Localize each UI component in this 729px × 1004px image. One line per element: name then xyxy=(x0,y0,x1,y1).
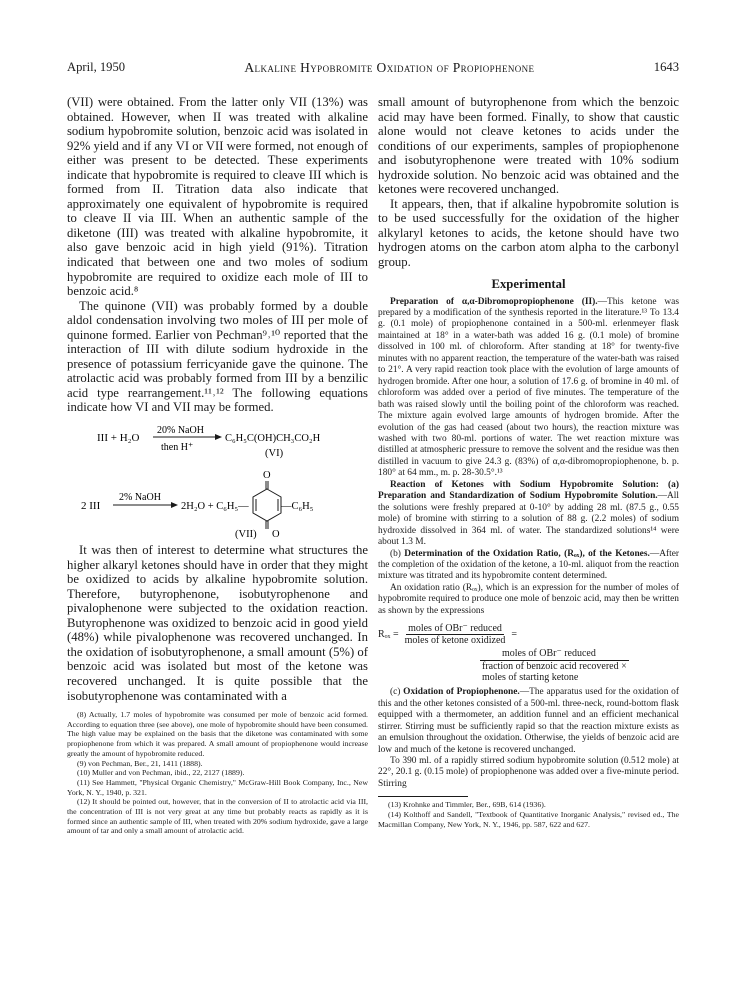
subheading: Reaction of Ketones with Sodium Hypobromite Solution: (a) Preparation and Standardization of Sodium Hypobromite Solution. xyxy=(378,479,679,502)
fraction xyxy=(403,623,508,646)
product-text: —C₆H₅ xyxy=(281,501,314,513)
footnotes-right xyxy=(378,800,679,829)
experimental-paragraph xyxy=(378,480,679,549)
footnote-10: (10) Muller and von Pechman, ibid., 22, 2127 (1889). xyxy=(77,768,245,778)
reagent-above: 20% NaOH xyxy=(157,425,204,437)
arrow-head-icon xyxy=(171,502,178,508)
footnotes-left xyxy=(67,710,368,836)
running-header xyxy=(67,60,679,78)
item-label: (c) xyxy=(390,687,404,698)
arrow-head-icon xyxy=(215,434,222,440)
experimental-paragraph: To 390 ml. of a rapidly stirred sodium hypobromite solution (0.512 mole) at 22°, 20.1 g. (0.15 mole) of propiophenone was added over a five-minute period. Stirring xyxy=(378,755,679,789)
footnote-rule xyxy=(378,796,468,797)
reagent-below: then H⁺ xyxy=(161,442,194,454)
paragraph: It was then of interest to determine what structures the higher alkaryl ketones should have in order that they might be oxidized to acids by alkaline hypobromite solution. Therefore, butyrophenone, isobutyrophenone and pivalophenone were subjected to the oxidation reaction. Butyrophenone was oxidized to benzoic acid in good yield (48%) while pivalophenone was recovered unchanged. In the oxidation of isobutyrophenone, a small amount (5%) of benzoic acid was isolated but most of the ketone was recovered unchanged. It is quite possible that the isobutyrophenone was contaminated with a xyxy=(67,543,368,703)
product-text: C₆H₅C(OH)CH₃CO₂H xyxy=(225,433,321,445)
subheading: Oxidation of Propiophenone. xyxy=(403,687,520,698)
footnote-12: (12) It should be pointed out, however, that in the conversion of II to atrolactic acid via III, the concentration of III is not very great at any time but probably reacts as rapidly as it is formed since an authentic sample of III, when treated with 20% sodium hydroxide, gave a large amount of tar and only a small amount of atrolactic acid. xyxy=(67,797,368,836)
quinone-ring xyxy=(253,489,281,521)
header-date: April, 1950 xyxy=(67,60,126,74)
experimental-paragraph xyxy=(378,549,679,583)
paragraph: The quinone (VII) was probably formed by a double aldol condensation involving two moles of III per mole of quinone formed. Earlier von Pechman⁹˒¹⁰ reported that the interaction of III with dilute sodium hydroxide in the presence of potassium ferricyanide gave the quinone. The atrolactic acid was probably formed from III by a benzilic acid type rearrangement.¹¹˒¹² The following equations indicate how VI and VII may be formed. xyxy=(67,298,368,415)
denominator: fraction of benzoic acid recovered × xyxy=(482,661,627,673)
numerator: moles of OBr⁻ reduced xyxy=(480,648,629,661)
footnote-11: (11) See Hammett, "Physical Organic Chemistry," McGraw-Hill Book Company, Inc., New York, N. Y., 1940, p. 321. xyxy=(67,777,368,797)
product-text: 2H₂O + C₆H₅— xyxy=(181,501,249,513)
paragraph: It appears, then, that if alkaline hypobromite solution is to be used successfully for the oxidation of the higher alkylaryl ketones to acids, the ketone should have two hydrogen atoms on the carbon atom alpha to the carbonyl group. xyxy=(378,196,679,270)
equation-vi xyxy=(67,419,368,463)
body-text: —The apparatus used for the oxidation of this and the other ketones consisted of a 500-ml. three-neck, round-bottom flask equipped with a thermometer, an addition funnel and an efficient mechanical stirrer. Stirring must be sufficiently rapid so that the reaction mixture exists as an emulsion throughout the oxidation. Otherwise, the yields of benzoic acid are low and much of the ketone is recovered unchanged. xyxy=(378,687,679,755)
carbonyl-o-bottom: O xyxy=(272,529,280,541)
header-title: Alkaline Hypobromite Oxidation of Propiophenone xyxy=(244,60,535,75)
reactant-text: III + H₂O xyxy=(97,432,140,445)
carbonyl-o-top: O xyxy=(263,470,271,482)
numerator: moles of OBr⁻ reduced xyxy=(408,623,502,635)
ratio-symbol: Rₒₓ = xyxy=(378,629,399,641)
denominator: moles of starting ketone xyxy=(482,672,579,684)
equation-vii-graphic xyxy=(67,467,368,539)
compound-label: (VII) xyxy=(235,529,257,541)
footnote-8: (8) Actually, 1.7 moles of hypobromite was consumed per mole of benzoic acid formed. According to equation three (see above), one mole of hypobromite should have been consumed. The high value may be explained on the basis that the diketone was contaminated with some propiophenone from which it was prepared. A small amount of propiophenone would increase greatly the amount of hypobromite reduced. xyxy=(67,710,368,758)
footnote-13: (13) Krohnke and Timmler, Ber., 69B, 614 (1936). xyxy=(388,800,546,810)
section-heading-experimental: Experimental xyxy=(491,276,566,291)
body-text: —After the completion of the oxidation of the ketone, a 10-ml. aliquot from the reaction mixture was titrated and its hypobromite content determined. xyxy=(378,548,679,582)
subheading: Preparation of α,α-Dibromopropiophenone (II). xyxy=(390,296,598,307)
paragraph: (VII) were obtained. From the latter only VII (13%) was obtained. However, when II was treated with alkaline sodium hypobromite solution, benzoic acid was isolated in 92% yield and if any VI or VII were formed, not enough of either was present to be detected. These experiments indicate that hypobromite is required to cleave III which is formed from II. Titration data also indicate that approximately one equivalent of hypobromite is required to cleave II via III. When an authentic sample of the diketone (III) was treated with alkaline hypobromite, it also gave benzoic acid in high yield (91%). Titration indicated that between one and two moles of sodium hypobromite are required to oxidize each mole of III to benzoic acid.⁸ xyxy=(67,95,368,299)
denominator: moles of ketone oxidized xyxy=(404,635,506,647)
equation-vi-graphic xyxy=(67,419,368,463)
reactant-text: 2 III xyxy=(81,500,101,513)
right-column xyxy=(378,95,679,829)
footnote-9: (9) von Pechman, Ber., 21, 1411 (1888). xyxy=(77,758,203,768)
body-text: —All the solutions were freshly prepared at 0-10° by adding 28 ml. (87.5 g., 0.55 mole) of bromine with stirring to a solution of 88 g. (2.2 moles) of sodium hydroxide dissolved in 364 ml. of water. The standardized solutions¹⁴ were about 1.3 M. xyxy=(378,491,679,548)
experimental-paragraph xyxy=(378,297,679,480)
experimental-paragraph xyxy=(378,687,679,756)
equals-sign: = xyxy=(511,629,518,641)
fraction-2 xyxy=(480,648,629,683)
footnote-14: (14) Kolthoff and Sandell, "Textbook of Quantitative Inorganic Analysis," revised ed., The Macmillan Company, New York, N. Y., 1946, pp. 587, 622 and 627. xyxy=(378,810,679,829)
header-page-number: 1643 xyxy=(653,60,679,74)
equation-row xyxy=(378,623,679,646)
oxidation-ratio-equation xyxy=(378,623,679,683)
subheading: Determination of the Oxidation Ratio, (Rₒₓ), of the Ketones. xyxy=(404,548,650,559)
item-label: (b) xyxy=(390,548,405,559)
paragraph: small amount of butyrophenone from which the benzoic acid may have been formed. Finally, to show that caustic alone would not cleave ketones to acids under the conditions of our experiments, samples of propiophenone and isobutyrophenone were treated with 10% sodium hydroxide solution. No benzoic acid was obtained and the ketones were recovered unchanged. xyxy=(378,95,679,197)
left-column xyxy=(67,95,368,836)
compound-label: (VI) xyxy=(265,448,284,460)
experimental-paragraph: An oxidation ratio (Rₒₓ), which is an expression for the number of moles of hypobromite required to produce one mole of benzoic acid, may then be written as shown by the expressions xyxy=(378,582,679,616)
equation-vii xyxy=(67,467,368,539)
body-text: —This ketone was prepared by a modification of the synthesis reported in the literature.¹³ To 13.4 g. (0.1 mole) of propiophenone contained in a 500-ml. erlenmeyer flask maintained at 18° in a water-bath was added 16 g. (0.1 mole) of bromine dissolved in 100 ml. of chloroform. After standing at 18° for twenty-five minutes with no apparent reaction, the temperature of the water-bath was raised to 21°. A very rapid reaction took place with the evolution of large amounts of hydrogen bromide. After one hour, a solution of 17.6 g. of bromine in 40 ml. of chloroform was added over a period of five minutes. The temperature of the bath was raised slowly until the boiling point of the chloroform was reached. The mixture again evolved large amounts of hydrogen bromide. After the evolution of the gas had ceased (about two hours), the reaction mixture was washed with two 80-ml. portions of water. The wet reaction mixture was distilled at atmospheric pressure to remove the solvent and the residue was then distilled in vacuum to give 24.3 g. (83%) of α,α-dibromopropiophenone, b. p. 180° at 64 mm., m. p. 28-30.5°.¹³ xyxy=(378,296,679,479)
reagent-above: 2% NaOH xyxy=(119,492,161,504)
